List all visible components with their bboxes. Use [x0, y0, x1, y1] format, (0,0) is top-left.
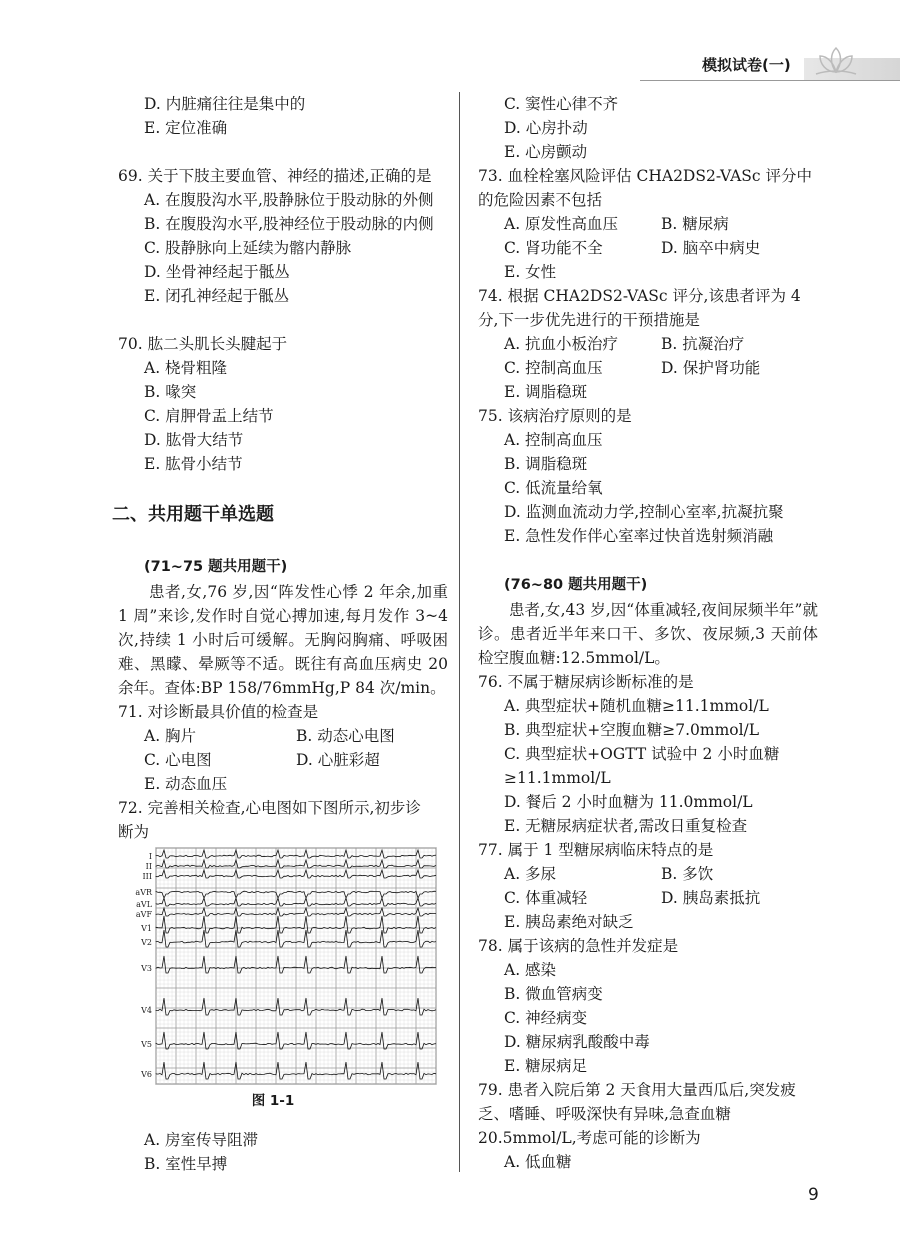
q75-option-a: A. 控制高血压	[504, 431, 603, 449]
q76-option-a: A. 典型症状+随机血糖≥11.1mmol/L	[504, 697, 769, 715]
q72-option-d: D. 心房扑动	[504, 119, 588, 137]
q71-option-c: C. 心电图	[144, 751, 212, 769]
q78-option-c: C. 神经病变	[504, 1009, 588, 1027]
ecg-lead-label: III	[142, 872, 152, 881]
q70-option-c: C. 肩胛骨盂上结节	[144, 407, 274, 425]
ecg-lead-label: aVF	[135, 910, 152, 919]
q69-option-a: A. 在腹股沟水平,股静脉位于股动脉的外侧	[144, 191, 434, 209]
ecg-lead-label: V4	[141, 1006, 152, 1015]
page-number: 9	[808, 1185, 819, 1205]
q69-option-c: C. 股静脉向上延续为髂内静脉	[144, 239, 352, 257]
q70-option-a: A. 桡骨粗隆	[144, 359, 228, 377]
stem-76-80-text: 患者,女,43 岁,因“体重减轻,夜间尿频半年”就诊。患者近半年来口干、多饮、夜尿频,3 天前体检空腹血糖:12.5mmol/L。	[478, 601, 818, 667]
right-column	[478, 92, 818, 1174]
q78-option-b: B. 微血管病变	[504, 985, 603, 1003]
q73-option-b: B. 糖尿病	[661, 215, 729, 233]
ecg-lead-label: V3	[141, 964, 152, 973]
q76-option-b: B. 典型症状+空腹血糖≥7.0mmol/L	[504, 721, 760, 739]
q71-option-d: D. 心脏彩超	[296, 751, 380, 769]
ecg-lead-label: V5	[141, 1040, 152, 1049]
question-71: 71. 对诊断最具价值的检查是	[118, 703, 319, 721]
ecg-lead-label: V6	[141, 1070, 152, 1079]
section-title: 二、共用题干单选题	[112, 504, 274, 525]
ecg-lead-label: II	[145, 862, 152, 871]
ecg-lead-label: V2	[141, 938, 152, 947]
q73-option-a: A. 原发性高血压	[504, 215, 619, 233]
q70-option-d: D. 肱骨大结节	[144, 431, 244, 449]
q73-option-e: E. 女性	[504, 263, 557, 281]
q71-option-e: E. 动态血压	[144, 775, 228, 793]
header-rule	[640, 80, 900, 81]
question-70: 70. 肱二头肌长头腱起于	[118, 335, 288, 353]
q74-option-a: A. 抗血小板治疗	[504, 335, 619, 353]
question-77: 77. 属于 1 型糖尿病临床特点的是	[478, 841, 714, 859]
column-divider	[459, 92, 460, 1172]
q69-option-d: D. 坐骨神经起于骶丛	[144, 263, 290, 281]
q74-option-b: B. 抗凝治疗	[661, 335, 745, 353]
q70-option-e: E. 肱骨小结节	[144, 455, 243, 473]
figure-caption: 图 1-1	[251, 1093, 295, 1109]
q79-option-a: A. 低血糖	[504, 1153, 572, 1171]
q73-option-c: C. 肾功能不全	[504, 239, 603, 257]
q71-option-b: B. 动态心电图	[296, 727, 395, 745]
q71-option-a: A. 胸片	[144, 727, 197, 745]
q77-option-a: A. 多尿	[504, 865, 557, 883]
question-75: 75. 该病治疗原则的是	[478, 407, 632, 425]
q70-option-b: B. 喙突	[144, 383, 197, 401]
q75-option-c: C. 低流量给氧	[504, 479, 603, 497]
q78-option-d: D. 糖尿病乳酸酸中毒	[504, 1033, 650, 1051]
q69-option-b: B. 在腹股沟水平,股神经位于股动脉的内侧	[144, 215, 434, 233]
q74-option-e: E. 调脂稳斑	[504, 383, 588, 401]
q73-option-d: D. 脑卒中病史	[661, 239, 761, 257]
q77-option-b: B. 多饮	[661, 865, 714, 883]
q76-option-c: C. 典型症状+OGTT 试验中 2 小时血糖≥11.1mmol/L	[504, 745, 780, 787]
q78-option-a: A. 感染	[504, 961, 557, 979]
question-79: 79. 患者入院后第 2 天食用大量西瓜后,突发疲乏、嗜睡、呼吸深快有异味,急查血糖 20.5mmol/L,考虑可能的诊断为	[478, 1081, 796, 1147]
q68-option-d: D. 内脏痛往往是集中的	[144, 95, 306, 113]
question-73: 73. 血栓栓塞风险评估 CHA2DS2-VASc 评分中的危险因素不包括	[478, 167, 813, 209]
lotus-logo-icon	[814, 44, 858, 78]
question-74: 74. 根据 CHA2DS2-VASc 评分,该患者评为 4 分,下一步优先进行的干预措施是	[478, 287, 801, 329]
q76-option-d: D. 餐后 2 小时血糖为 11.0mmol/L	[504, 793, 753, 811]
q77-option-c: C. 体重减轻	[504, 889, 588, 907]
q69-option-e: E. 闭孔神经起于骶丛	[144, 287, 290, 305]
q77-option-d: D. 胰岛素抵抗	[661, 889, 761, 907]
stem-71-75-text: 患者,女,76 岁,因“阵发性心悸 2 年余,加重 1 周”来诊,发作时自觉心搏加速,每月发作 3~4 次,持续 1 小时后可缓解。无胸闷胸痛、呼吸困难、黑矇、晕厥等不适。既往有高血压病史 20 余年。查体:BP 158/76mmHg,P 84 次/min。	[118, 583, 448, 697]
ecg-lead-label: V1	[141, 924, 152, 933]
header-title: 模拟试卷(一)	[702, 56, 791, 74]
question-76: 76. 不属于糖尿病诊断标准的是	[478, 673, 694, 691]
q72-option-a: A. 房室传导阻滞	[144, 1131, 259, 1149]
question-72: 72. 完善相关检查,心电图如下图所示,初步诊断为	[118, 799, 421, 841]
q74-option-d: D. 保护肾功能	[661, 359, 761, 377]
question-69: 69. 关于下肢主要血管、神经的描述,正确的是	[118, 167, 432, 185]
ecg-lead-label: aVR	[135, 888, 152, 897]
q68-option-e: E. 定位准确	[144, 119, 228, 137]
q77-option-e: E. 胰岛素绝对缺乏	[504, 913, 634, 931]
question-78: 78. 属于该病的急性并发症是	[478, 937, 679, 955]
q74-option-c: C. 控制高血压	[504, 359, 603, 377]
q72-option-b: B. 室性早搏	[144, 1155, 228, 1173]
ecg-lead-label: aVL	[136, 900, 152, 909]
stem-71-75-title: (71~75 题共用题干)	[144, 559, 288, 575]
page-header	[640, 38, 900, 92]
q72-option-e: E. 心房颤动	[504, 143, 588, 161]
q76-option-e: E. 无糖尿病症状者,需改日重复检查	[504, 817, 748, 835]
q75-option-d: D. 监测血流动力学,控制心室率,抗凝抗聚	[504, 503, 784, 521]
q78-option-e: E. 糖尿病足	[504, 1057, 588, 1075]
ecg-lead-label: I	[148, 852, 152, 861]
ecg-figure	[134, 844, 438, 1088]
q72-option-c: C. 窦性心律不齐	[504, 95, 619, 113]
q75-option-b: B. 调脂稳斑	[504, 455, 588, 473]
left-column	[112, 92, 448, 1176]
q75-option-e: E. 急性发作伴心室率过快首选射频消融	[504, 527, 774, 545]
stem-76-80-title: (76~80 题共用题干)	[504, 577, 648, 593]
